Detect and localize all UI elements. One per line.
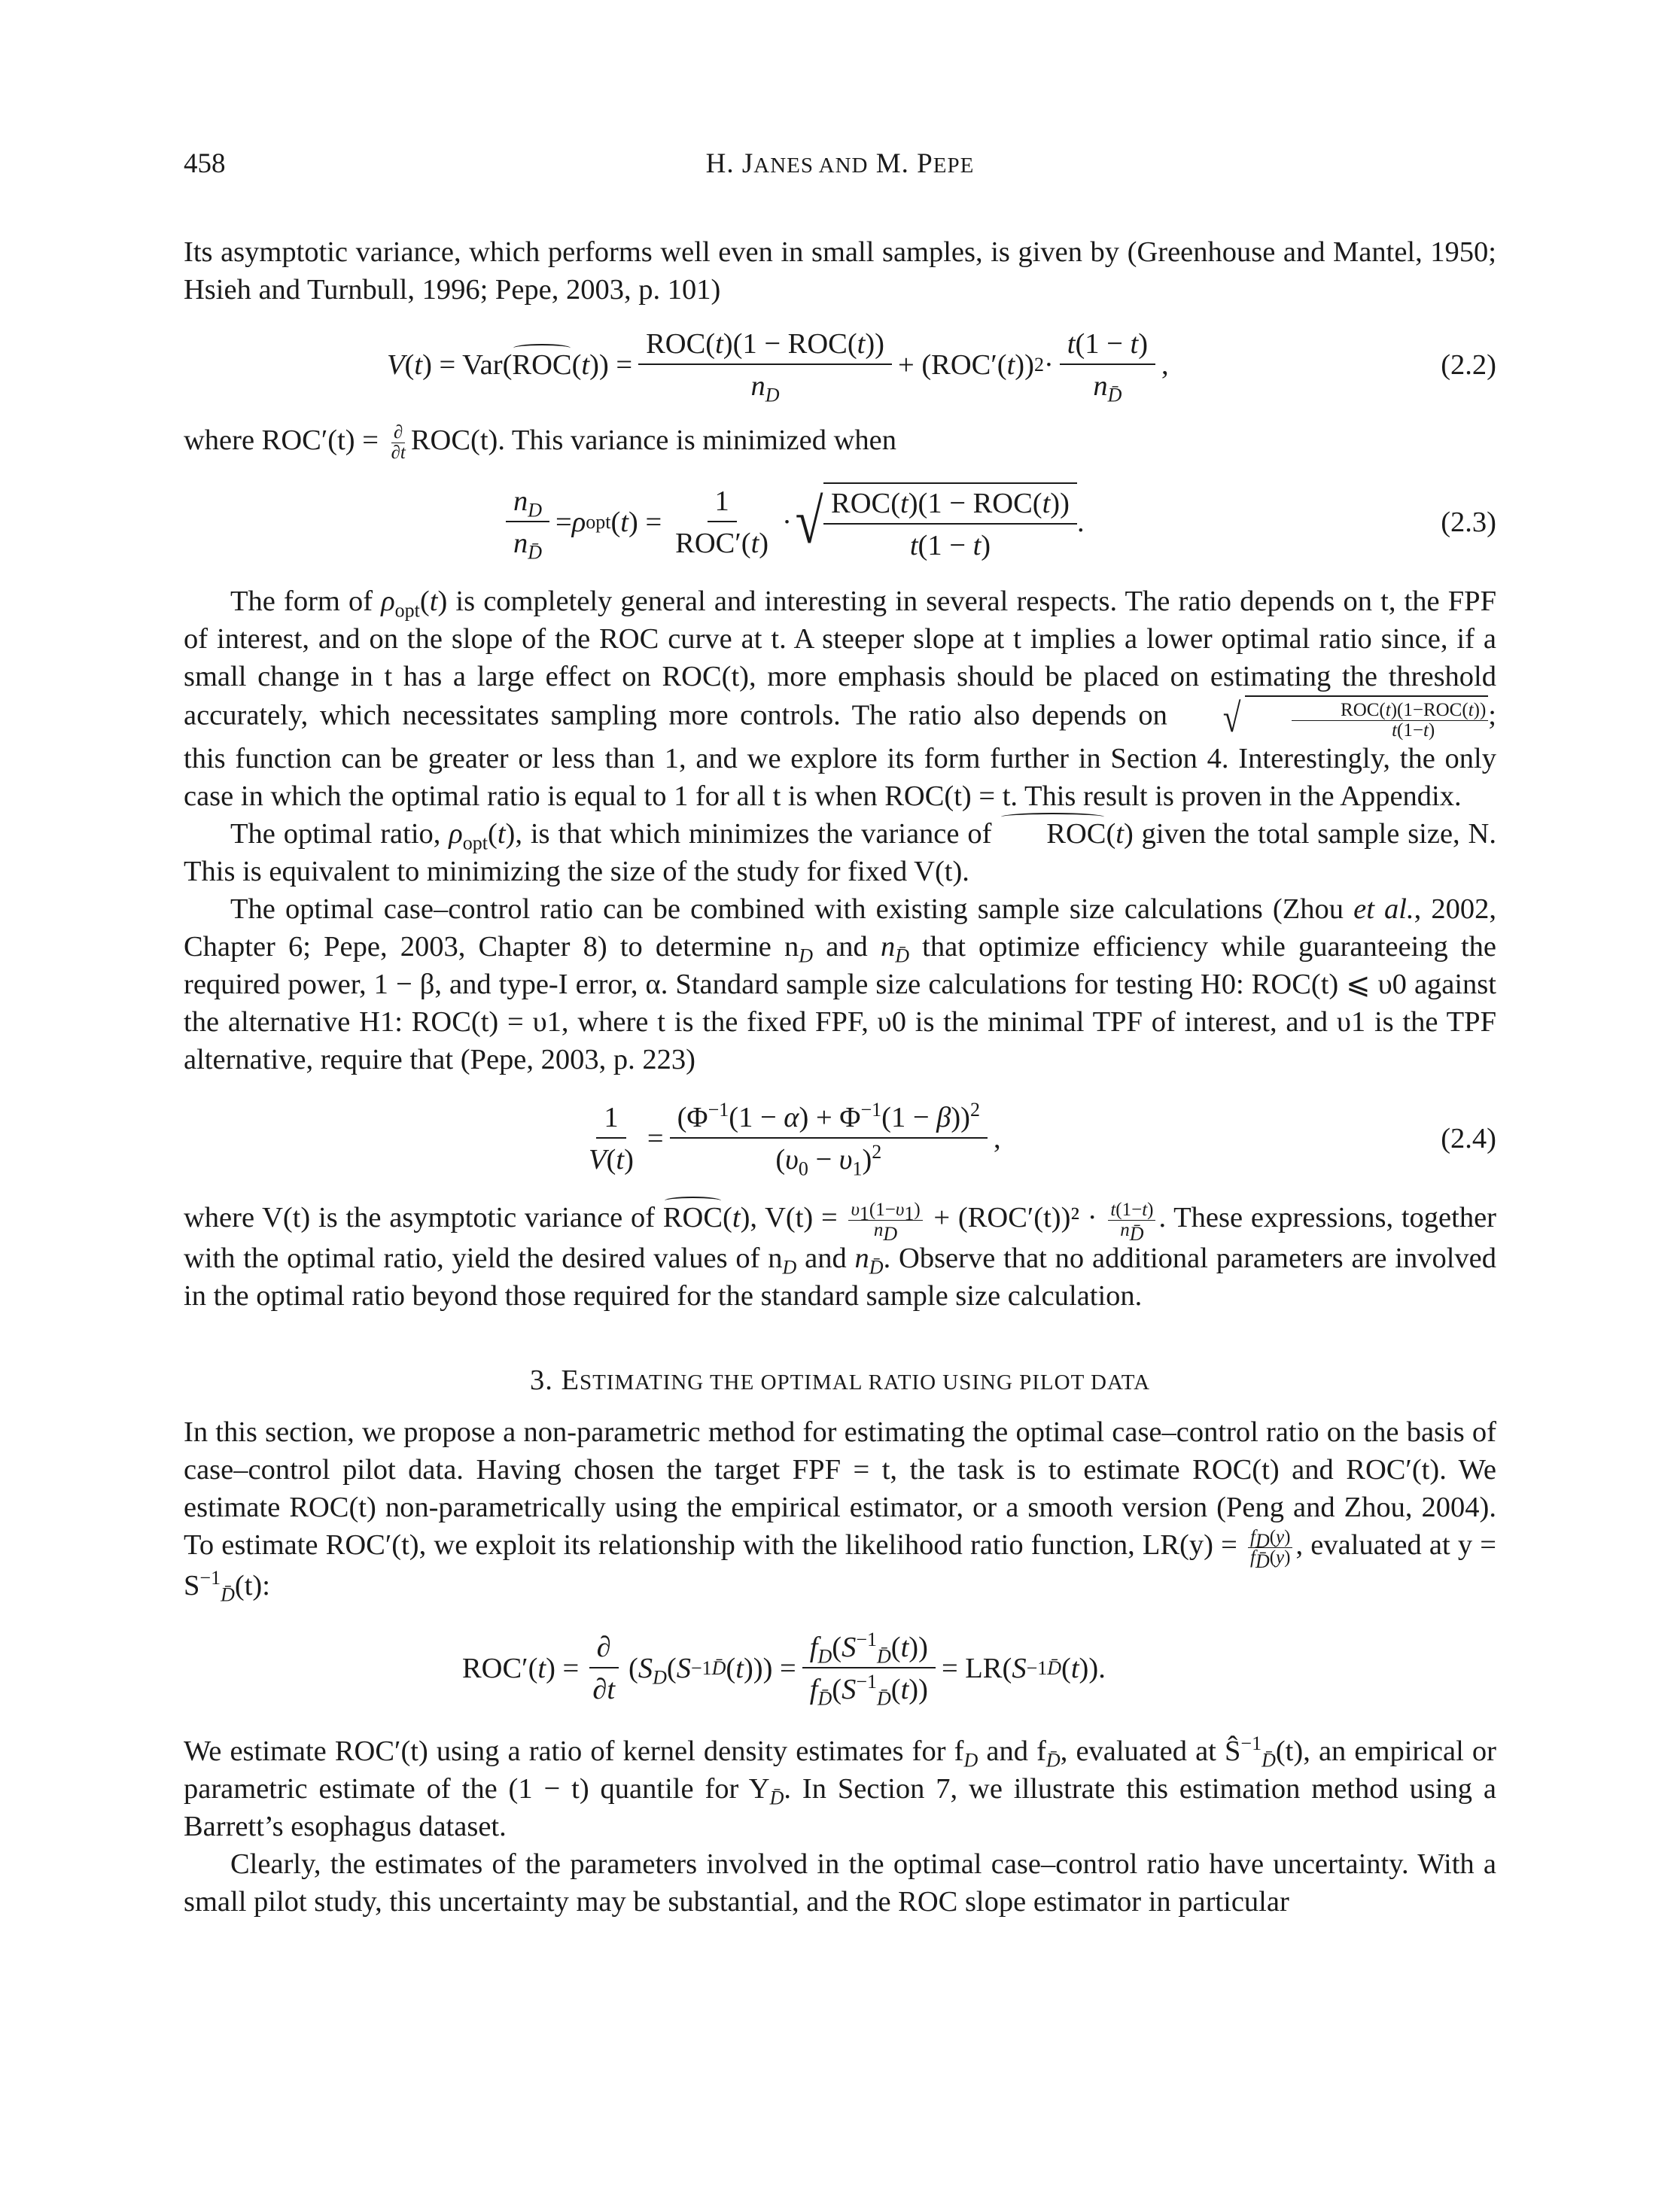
- paragraph-5: The optimal case–control ratio can be combined with existing sample size calculations (Zhou et al., 2002, Chapter 6; Pepe, 2003, Chapter 8) to determine $n_D$ and $n_{D̄}$ that optimize efficiency while guaranteeing the required power, 1 − β, and type-I error, α. Standard sample size calculations for testing H0: ROC(t) ⩽ υ0 against the alternative H1: ROC(t) = υ1, where t is the fixed FPF, υ0 is the minimal TPF of interest, and υ1 is the TPF alternative, require that (Pepe, 2003, p. 223): [184, 893, 1497, 1076]
- paragraph-4: The optimal ratio, $\rho_{opt}(t)$, is that which minimizes the variance of ROC(t) given the total sample size, N. This is equivalent to minimizing the size of the study for fixed V(t).: [184, 815, 1496, 890]
- equation-number: (2.2): [1441, 349, 1496, 381]
- equation-roc-slope: ROC′( t ) = $\frac{\partial}{\partial t}$ ( $S_D$ ( S −1 D̄ ( t ))) = $\frac{f_D(S^{-1}_{D̄}(t))}{f_{D̄}(S^{-1}_{D̄}(t))}$ = LR( S −1 D̄ ( t )).: [462, 1628, 1106, 1710]
- paragraph-7: In this section, we propose a non-parametric method for estimating the optimal case–control ratio on the basis of case–control pilot data. Having chosen the target FPF = t, the task is to estimate ROC(t) and ROC′(t). We estimate ROC(t) non-parametrically using the empirical estimator, or a smooth version (Peng and Zhou, 2004). To estimate ROC′(t), we exploit its relationship with the likelihood ratio function, LR(y) = $\frac{f_D(y)}{f_{D̄}(y)}$ , evaluated at $y = S^{-1}_{D̄}(t)$:: [184, 1416, 1496, 1606]
- paragraph-6: where V(t) is the asymptotic variance of ROC(t), V(t) = $\frac{\upsilon_1(1-\upsilon_1)}{n_D}$ + (ROC′(t))² · $\frac{t(1-t)}{n_{D̄}}$ . These expressions, together with the optimal ratio, yield the desired values of $n_D$ and $n_{D̄}$. Observe that no additional parameters are involved in the optimal ratio beyond those required for the standard sample size calculation.: [184, 1200, 1497, 1313]
- running-head: H. JANES AND M. PEPE: [705, 148, 975, 179]
- paragraph-8: We estimate ROC′(t) using a ratio of kernel density estimates for $f_D$ and $f_{D̄}$, evaluated at $Ŝ^{-1}_{D̄}(t)$, an empirical or parametric estimate of the (1 − t) quantile for $Y_{D̄}$. In Section 7, we illustrate this estimation method using a Barrett’s esophagus dataset.: [184, 1732, 1497, 1842]
- equation-number: (2.4): [1441, 1123, 1496, 1155]
- equation-2-2: V ( t ) = Var( ROC ( t )) = $\frac{\text{ROC(t)(1 − ROC(t))}}{n_D}$ + (ROC′( t )) 2 · $\frac{t(1 - t)}{n_{D̄}}$ , (2.2): [184, 309, 1496, 421]
- equation-2-3: $\frac{n_D}{n_{D̄}}$ = ρ opt ( t ) = $\frac{1}{\text{ROC′(t)}}$ · √ $\frac{\text{ROC(t)(1 − ROC(t))}}{t(1 - t)}$ . (2.3): [184, 462, 1496, 582]
- paragraph-2: where ROC′(t) = ∂ ∂t ROC(t). This variance is minimized when: [184, 421, 896, 463]
- running-header: [184, 148, 1496, 185]
- equation-number: (2.3): [1441, 506, 1496, 538]
- page-number: 458: [184, 148, 226, 179]
- paragraph-9: Clearly, the estimates of the parameters involved in the optimal case–control ratio have uncertainty. With a small pilot study, this uncertainty may be substantial, and the ROC slope estimator in particular: [184, 1848, 1496, 1918]
- section-3-heading: 3. ESTIMATING THE OPTIMAL RATIO USING PILOT DATA: [529, 1364, 1151, 1397]
- paragraph-1: Its asymptotic variance, which performs well even in small samples, is given by (Greenhouse and Mantel, 1950; Hsieh and Turnbull, 1996; Pepe, 2003, p. 101): [184, 236, 1496, 306]
- equation-2-4: $\frac{1}{V(t)}$ = $\frac{(\Phi^{-1}(1 - \alpha) + \Phi^{-1}(1 - \beta))^2}{(\upsilon_0 - \upsilon_1)^2}$ , (2.4): [184, 1078, 1496, 1199]
- article-body: [184, 233, 1496, 1921]
- paragraph-3: The form of $\rho_{opt}(t)$ is completely general and interesting in several respects. The ratio depends on t, the FPF of interest, and on the slope of the ROC curve at t. A steeper slope at t implies a lower optimal ratio since, if a small change in t has a large effect on ROC(t), more emphasis should be placed on estimating the threshold accurately, which necessitates sampling more controls. The ratio also depends on √ ROC(t)(1−ROC(t)) t(1−t) ; this function can be greater or less than 1, and we explore its form further in Section 4. Interestingly, the only case in which the optimal ratio is equal to 1 for all t is when ROC(t) = t. This result is proven in the Appendix.: [184, 585, 1496, 813]
